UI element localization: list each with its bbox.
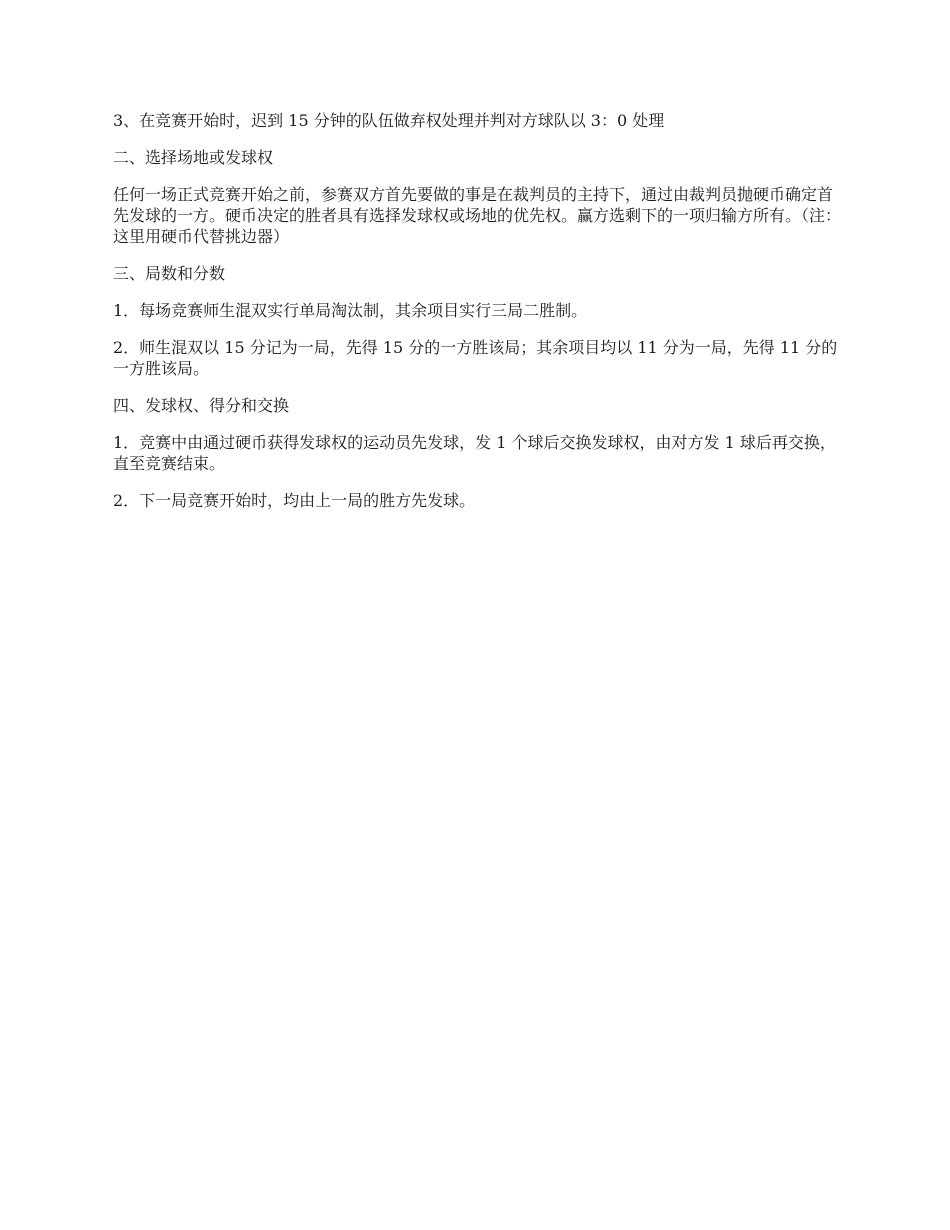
rule-serve-exchange: 1．竞赛中由通过硬币获得发球权的运动员先发球，发 1 个球后交换发球权，由对方发 1 球后再交换，直至竞赛结束。 <box>113 433 836 473</box>
section-heading-serve-scoring: 四、发球权、得分和交换 <box>113 396 290 415</box>
rule-match-format: 1．每场竞赛师生混双实行单局淘汰制，其余项目实行三局二胜制。 <box>113 301 588 320</box>
section-heading-games-scores: 三、局数和分数 <box>113 264 226 283</box>
section-heading-court-serve: 二、选择场地或发球权 <box>113 148 274 167</box>
rule-next-game-serve: 2．下一局竞赛开始时，均由上一局的胜方先发球。 <box>113 491 476 510</box>
rule-game-points: 2．师生混双以 15 分记为一局，先得 15 分的一方胜该局；其余项目均以 11 分为一局，先得 11 分的一方胜该局。 <box>113 338 838 378</box>
document-body <box>113 110 843 527</box>
paragraph-coin-toss: 任何一场正式竞赛开始之前，参赛双方首先要做的事是在裁判员的主持下，通过由裁判员抛硬币确定首先发球的一方。硬币决定的胜者具有选择发球权或场地的优先权。赢方选剩下的一项归输方所有。（注：这里用硬币代替挑边器） <box>113 185 842 246</box>
rule-late-forfeit: 3、在竞赛开始时，迟到 15 分钟的队伍做弃权处理并判对方球队以 3：0 处理 <box>113 111 665 130</box>
